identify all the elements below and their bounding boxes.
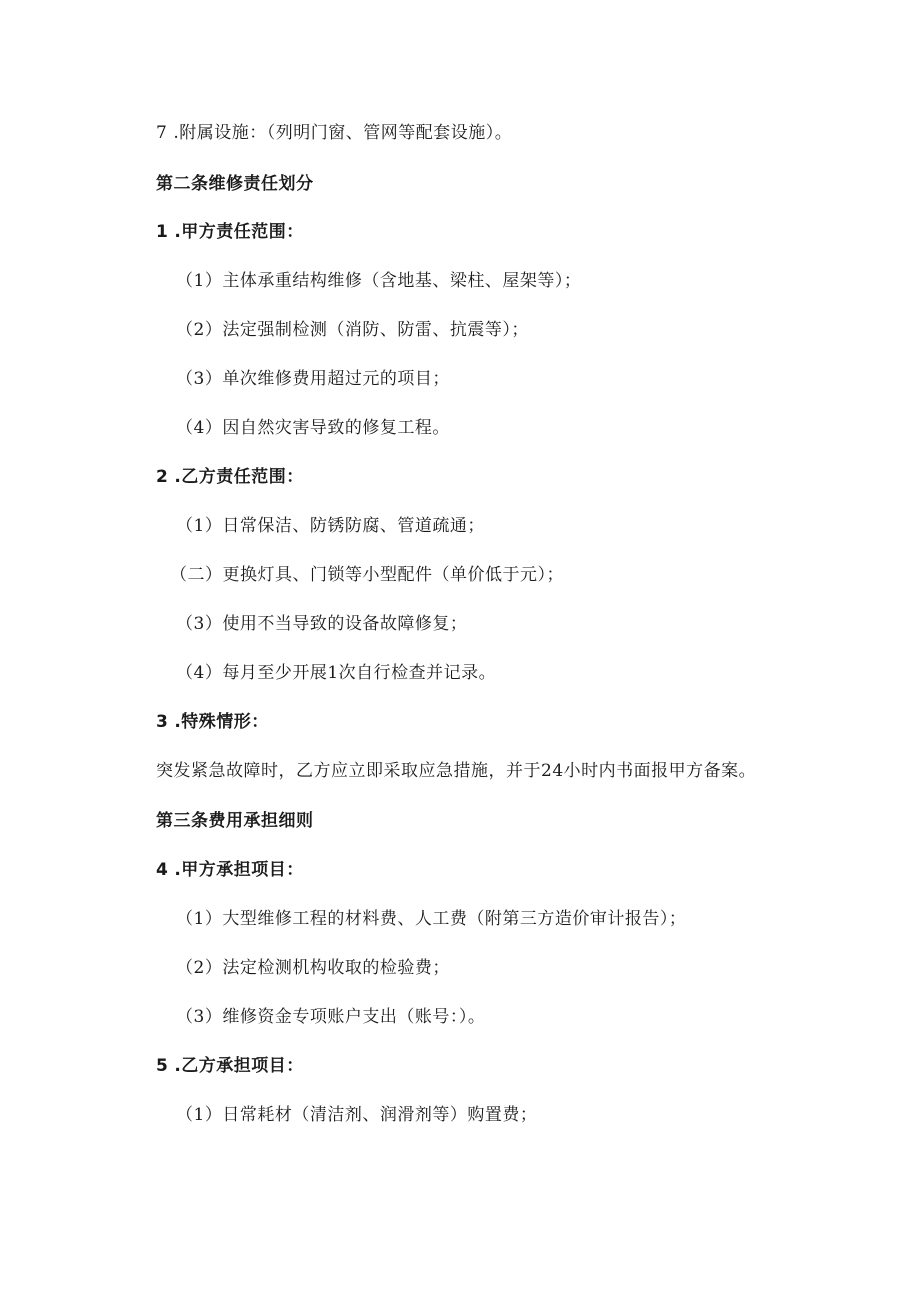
section-5-number: 5 bbox=[156, 1056, 169, 1076]
article-2-title: 第二条维修责任划分 bbox=[156, 174, 314, 194]
section-2-item-1: （1）日常保洁、防锈防腐、管道疏通； bbox=[176, 516, 485, 536]
section-1-item-4: （4）因自然灾害导致的修复工程。 bbox=[176, 418, 450, 438]
article-3-title: 第三条费用承担细则 bbox=[156, 811, 314, 831]
item-7-text: .附属设施：（列明门窗、管网等配套设施）。 bbox=[173, 123, 513, 143]
section-4-item-1: （1）大型维修工程的材料费、人工费（附第三方造价审计报告）； bbox=[176, 909, 687, 929]
section-4-heading bbox=[156, 858, 304, 882]
section-5-item-1: （1）日常耗材（清洁剂、润滑剂等）购置费； bbox=[176, 1105, 538, 1125]
section-2-heading bbox=[156, 465, 304, 489]
section-3-heading bbox=[156, 710, 269, 734]
section-2-number: 2 bbox=[156, 467, 169, 487]
section-4-item-3: （3）维修资金专项账户支出（账号：）。 bbox=[176, 1007, 486, 1027]
section-3-number: 3 bbox=[156, 712, 169, 732]
section-1-item-2: （2）法定强制检测（消防、防雷、抗震等）； bbox=[176, 320, 529, 340]
section-5-heading-text: .乙方承担项目： bbox=[174, 1056, 304, 1076]
section-1-item-3: （3）单次维修费用超过元的项目； bbox=[176, 369, 450, 389]
section-1-heading bbox=[156, 220, 304, 244]
section-2-item-3: （3）使用不当导致的设备故障修复； bbox=[176, 614, 468, 634]
section-1-heading-text: .甲方责任范围： bbox=[174, 222, 304, 242]
section-2-heading-text: .乙方责任范围： bbox=[174, 467, 304, 487]
section-1-number: 1 bbox=[156, 222, 169, 242]
section-3-text: 突发紧急故障时，乙方应立即采取应急措施，并于24小时内书面报甲方备案。 bbox=[156, 761, 757, 781]
section-4-number: 4 bbox=[156, 860, 169, 880]
section-2-item-4: （4）每月至少开展1次自行检查并记录。 bbox=[176, 663, 497, 683]
section-3-heading-text: .特殊情形： bbox=[174, 712, 269, 732]
section-4-item-2: （2）法定检测机构收取的检验费； bbox=[176, 958, 450, 978]
item-7 bbox=[156, 121, 512, 145]
item-7-number: 7 bbox=[156, 123, 168, 143]
section-2-item-2: （二）更换灯具、门锁等小型配件（单价低于元）； bbox=[170, 565, 564, 585]
section-4-heading-text: .甲方承担项目： bbox=[174, 860, 304, 880]
section-1-item-1: （1）主体承重结构维修（含地基、梁柱、屋架等）； bbox=[176, 271, 582, 291]
section-5-heading bbox=[156, 1054, 304, 1078]
